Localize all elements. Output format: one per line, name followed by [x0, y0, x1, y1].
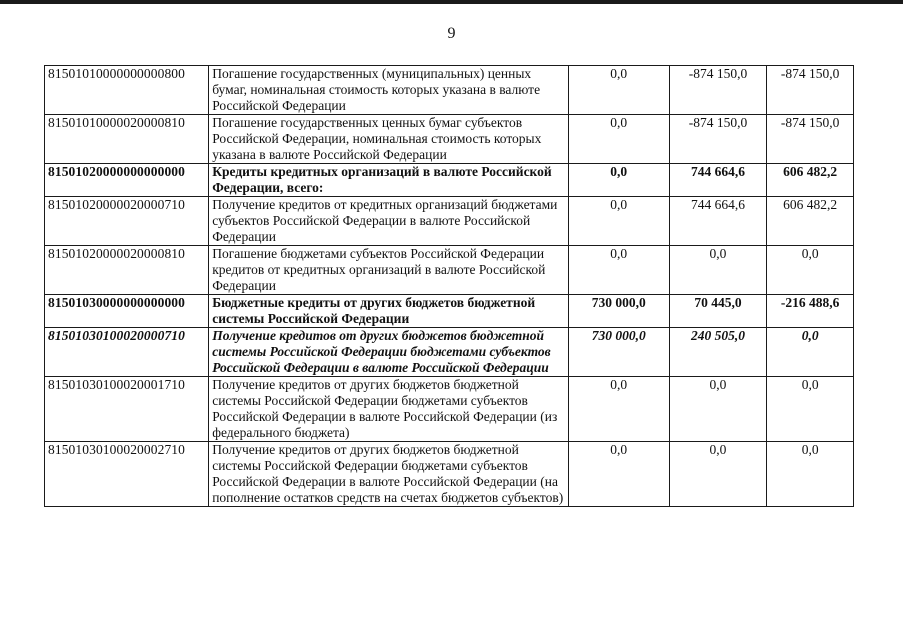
budget-code-cell: 81501020000020000710	[45, 197, 209, 246]
description-cell: Погашение государственных ценных бумаг субъектов Российской Федерации, номинальная стоимость которых указана в валюте Российской Федерации	[209, 115, 569, 164]
page-number: 9	[447, 25, 456, 42]
amount-cell-2: 744 664,6	[669, 164, 767, 197]
amount-cell-1: 0,0	[568, 442, 669, 507]
amount-cell-2: 0,0	[669, 246, 767, 295]
amount-cell-1: 0,0	[568, 66, 669, 115]
budget-code-cell: 81501010000020000810	[45, 115, 209, 164]
amount-cell-3: -874 150,0	[767, 66, 854, 115]
amount-cell-1: 0,0	[568, 197, 669, 246]
description-cell: Получение кредитов от других бюджетов бюджетной системы Российской Федерации бюджетами субъектов Российской Федерации в валюте Российской Федерации	[209, 328, 569, 377]
budget-code-cell: 81501020000020000810	[45, 246, 209, 295]
table-row	[45, 377, 854, 442]
amount-cell-3: 0,0	[767, 377, 854, 442]
amount-cell-2: 744 664,6	[669, 197, 767, 246]
description-cell: Кредиты кредитных организаций в валюте Российской Федерации, всего:	[209, 164, 569, 197]
table-row	[45, 115, 854, 164]
table-body	[45, 66, 854, 507]
budget-code-cell: 81501030000000000000	[45, 295, 209, 328]
budget-code-cell: 81501030100020000710	[45, 328, 209, 377]
description-cell: Погашение бюджетами субъектов Российской Федерации кредитов от кредитных организаций в валюте Российской Федерации	[209, 246, 569, 295]
description-cell: Бюджетные кредиты от других бюджетов бюджетной системы Российской Федерации	[209, 295, 569, 328]
amount-cell-2: 0,0	[669, 442, 767, 507]
amount-cell-2: -874 150,0	[669, 115, 767, 164]
amount-cell-1: 0,0	[568, 164, 669, 197]
description-cell: Получение кредитов от других бюджетов бюджетной системы Российской Федерации бюджетами субъектов Российской Федерации в валюте Российской Федерации (из федерального бюджета)	[209, 377, 569, 442]
description-cell: Получение кредитов от кредитных организаций бюджетами субъектов Российской Федерации в валюте Российской Федерации	[209, 197, 569, 246]
table-row	[45, 66, 854, 115]
amount-cell-1: 0,0	[568, 377, 669, 442]
table-row	[45, 164, 854, 197]
amount-cell-1: 730 000,0	[568, 328, 669, 377]
amount-cell-3: 0,0	[767, 328, 854, 377]
amount-cell-1: 0,0	[568, 115, 669, 164]
amount-cell-2: 240 505,0	[669, 328, 767, 377]
budget-sources-table	[44, 65, 854, 507]
budget-code-cell: 81501030100020002710	[45, 442, 209, 507]
table-row	[45, 295, 854, 328]
budget-code-cell: 81501010000000000800	[45, 66, 209, 115]
amount-cell-3: -216 488,6	[767, 295, 854, 328]
amount-cell-2: 70 445,0	[669, 295, 767, 328]
amount-cell-3: 0,0	[767, 246, 854, 295]
budget-code-cell: 81501020000000000000	[45, 164, 209, 197]
page-top-border	[0, 0, 903, 4]
table-row	[45, 246, 854, 295]
table-row	[45, 197, 854, 246]
amount-cell-1: 0,0	[568, 246, 669, 295]
table-row	[45, 442, 854, 507]
amount-cell-1: 730 000,0	[568, 295, 669, 328]
amount-cell-2: 0,0	[669, 377, 767, 442]
amount-cell-3: 606 482,2	[767, 197, 854, 246]
amount-cell-3: 0,0	[767, 442, 854, 507]
budget-code-cell: 81501030100020001710	[45, 377, 209, 442]
description-cell: Получение кредитов от других бюджетов бюджетной системы Российской Федерации бюджетами субъектов Российской Федерации в валюте Российской Федерации (на пополнение остатков средств на счетах бюджетов субъектов)	[209, 442, 569, 507]
amount-cell-3: -874 150,0	[767, 115, 854, 164]
amount-cell-3: 606 482,2	[767, 164, 854, 197]
description-cell: Погашение государственных (муниципальных) ценных бумаг, номинальная стоимость которых указана в валюте Российской Федерации	[209, 66, 569, 115]
amount-cell-2: -874 150,0	[669, 66, 767, 115]
table-row	[45, 328, 854, 377]
